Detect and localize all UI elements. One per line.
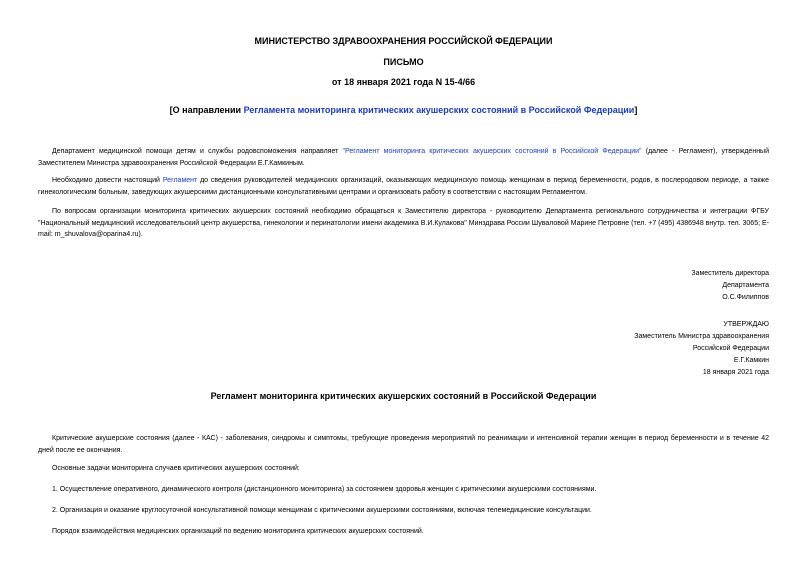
regulation-p4-text: 2. Организация и оказание круглосуточной консультативной помощи женщинам с критическими акушерскими состояниями, включая телемедицинские консультации. xyxy=(52,507,592,514)
letter-p1-text-b: (далее - Регламент), утвержденный Заместителем Министра здравоохранения Российской Федерации Е.Г.Камкиным. xyxy=(38,148,769,167)
approval-block xyxy=(509,319,769,379)
subject-bracket-close: ] xyxy=(634,105,638,115)
letter-p1-text-a: Департамент медицинской помощи детям и службы родовспоможения направляет xyxy=(52,148,343,155)
regulation-paragraph-5 xyxy=(38,526,769,538)
subject-bracket-open: [О направлении xyxy=(169,105,244,115)
regulation-p3-text: 1. Осуществление оперативного, динамического контроля (дистанционного мониторинга) за состоянием здоровья женщин с критическими акушерскими состояниями. xyxy=(52,486,597,493)
letter-p2-text-a: Необходимо довести настоящий xyxy=(52,177,163,184)
letter-paragraph-2 xyxy=(38,175,769,198)
approval-position: Заместитель Министра здравоохранения xyxy=(634,333,769,340)
document-subject xyxy=(0,105,807,116)
regulation-p1-text: Критические акушерские состояния (далее - КАС) - заболевания, синдромы и симптомы, требующие проведения мероприятий по реанимации и интенсивной терапии женщин в период беременности и в течение 42 дней после ее окончания. xyxy=(38,435,769,454)
approval-date: 18 января 2021 года xyxy=(702,369,769,376)
signature-name: О.С.Филиппов xyxy=(722,294,769,301)
document-type: ПИСЬМО xyxy=(383,57,424,67)
approval-country: Российской Федерации xyxy=(692,345,769,352)
letter-paragraph-1 xyxy=(38,146,769,169)
signature-position: Заместитель директора xyxy=(691,270,769,277)
letter-paragraph-3 xyxy=(38,206,769,241)
signature-department: Департамента xyxy=(722,282,769,289)
ministry-heading: МИНИСТЕРСТВО ЗДРАВООХРАНЕНИЯ РОССИЙСКОЙ ФЕДЕРАЦИИ xyxy=(254,36,553,46)
letter-p2-text-b: до сведения руководителей медицинских организаций, оказывающих медицинскую помощь женщинам в период беременности, родов, в послеродовом периоде, а также гинекологическим больным, заведующих акушерскими дистанционными консультативными центрами и организовать работу в соответствии с настоящим Регламентом. xyxy=(38,177,770,196)
regulation-paragraph-4 xyxy=(38,505,769,517)
approval-name: Е.Г.Камкин xyxy=(733,357,769,364)
regulation-paragraph-1 xyxy=(38,433,769,456)
regulation-paragraph-2 xyxy=(38,463,769,475)
regulation-paragraph-3 xyxy=(38,484,769,496)
regulation-p5-text: Порядок взаимодействия медицинских организаций по ведению мониторинга критических акушерских состояний. xyxy=(52,528,424,535)
approval-stamp: УТВЕРЖДАЮ xyxy=(723,321,769,328)
letter-p3-text: По вопросам организации мониторинга критических акушерских состояний необходимо обращаться к Заместителю директора - руководителю Департамента регионального сотрудничества и интеграции ФГБУ "Национальный медицинский исследовательский центр акушерства, гинекологии и перинатологии имени академика В.И.Кулакова" Минздрава России Шуваловой Марине Петровне (тел. +7 (495) 4386948 внутр. тел. 3065; E-mail: m_shuvalova@oparina4.ru). xyxy=(38,208,769,238)
document-date-number: от 18 января 2021 года N 15-4/66 xyxy=(331,77,476,87)
regulation-link-short[interactable]: Регламент xyxy=(162,177,198,184)
regulation-title: Регламент мониторинга критических акушерских состояний в Российской Федерации xyxy=(210,391,597,401)
regulation-title-link[interactable]: Регламента мониторинга критических акушерских состояний в Российской Федерации xyxy=(243,105,635,115)
regulation-p2-text: Основные задачи мониторинга случаев критических акушерских состояний: xyxy=(52,465,300,472)
regulation-link-quoted[interactable]: "Регламент мониторинга критических акушерских состояний в Российской Федерации" xyxy=(342,148,642,155)
signature-block xyxy=(509,268,769,304)
